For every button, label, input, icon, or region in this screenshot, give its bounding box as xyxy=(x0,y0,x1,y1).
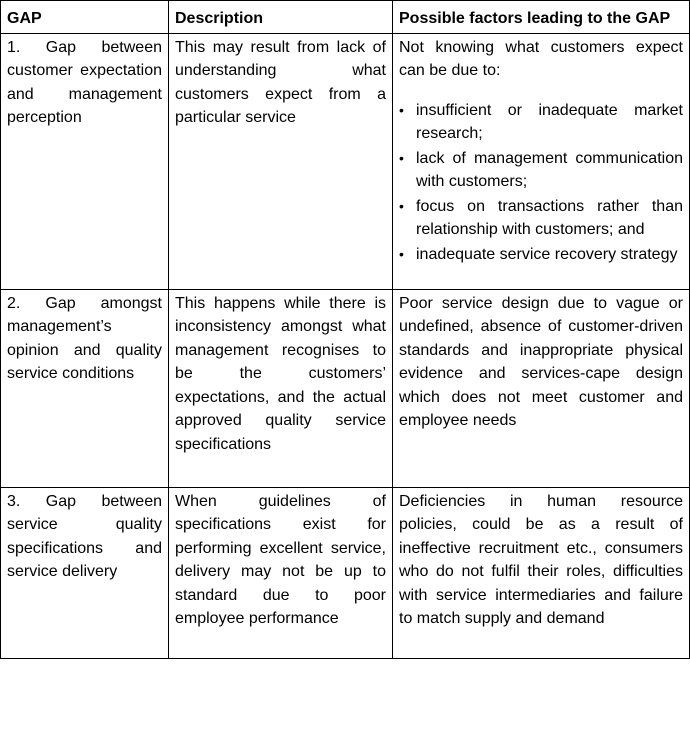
bullet-icon: • xyxy=(399,245,404,262)
header-description: Description xyxy=(169,1,393,34)
description-cell: This may result from lack of understanding what customers expect from a particular service xyxy=(169,33,393,289)
header-factors: Possible factors leading to the GAP xyxy=(393,1,690,34)
table-row xyxy=(1,289,690,487)
list-item-text: lack of management communication with customers; xyxy=(416,149,683,190)
header-gap: GAP xyxy=(1,1,169,34)
list-item xyxy=(399,99,683,146)
list-item xyxy=(399,243,683,267)
description-cell: This happens while there is inconsistency amongst what management recognises to be the customers’ expectations, and the actual approved quality service specifications xyxy=(169,289,393,487)
factors-cell: Poor service design due to vague or undefined, absence of customer-driven standards and inappropriate physical evidence and services-cape design which does not meet customer and employee needs xyxy=(393,289,690,487)
gap-cell: 2. Gap amongst management’s opinion and quality service conditions xyxy=(1,289,169,487)
list-item-text: inadequate service recovery strategy xyxy=(416,245,678,263)
bullet-icon: • xyxy=(399,149,404,166)
list-item xyxy=(399,147,683,194)
gap-cell: 1. Gap between customer expectation and management perception xyxy=(1,33,169,289)
table-row xyxy=(1,33,690,289)
list-item xyxy=(399,195,683,242)
header-row xyxy=(1,1,690,34)
factors-cell: Deficiencies in human resource policies, could be as a result of ineffective recruitment etc., consumers who do not fulfil their roles, difficulties with service intermediaries and failure to match supply and demand xyxy=(393,487,690,658)
factors-intro: Not knowing what customers expect can be due to: xyxy=(399,38,683,79)
list-item-text: insufficient or inadequate market research; xyxy=(416,101,683,142)
bullet-icon: • xyxy=(399,197,404,214)
factors-cell xyxy=(393,33,690,289)
bullet-icon: • xyxy=(399,101,404,118)
table-row xyxy=(1,487,690,658)
gap-cell: 3. Gap between service quality specifications and service delivery xyxy=(1,487,169,658)
description-cell: When guidelines of specifications exist for performing excellent service, delivery may not be up to standard due to poor employee performance xyxy=(169,487,393,658)
list-item-text: focus on transactions rather than relationship with customers; and xyxy=(416,197,683,238)
factors-list xyxy=(399,99,683,267)
